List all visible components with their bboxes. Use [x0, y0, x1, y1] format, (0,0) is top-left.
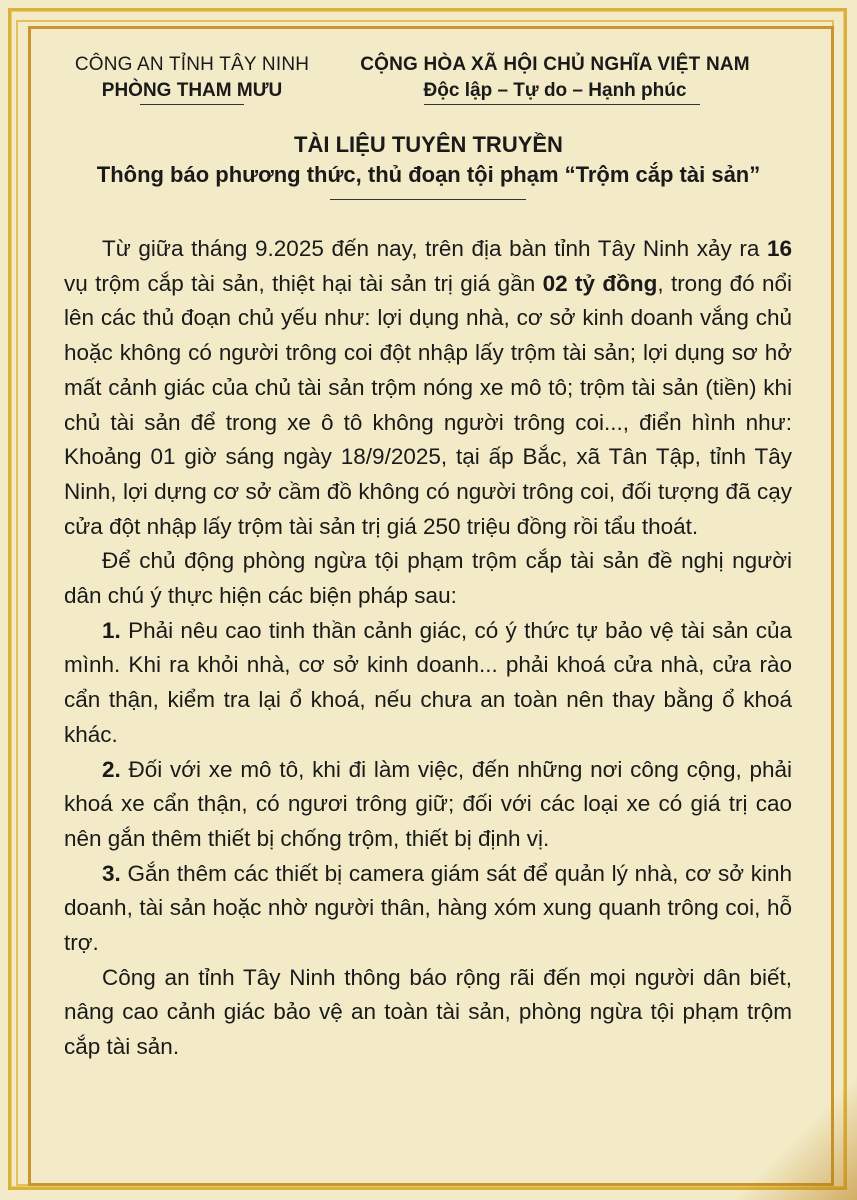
department-name: PHÒNG THAM MƯU: [101, 80, 283, 101]
paragraph-recommendation: Để chủ động phòng ngừa tội phạm trộm cắp tài sản đề nghị người dân chú ý thực hiện các biện pháp sau:: [64, 548, 792, 609]
case-count: 16: [766, 236, 792, 261]
paragraph-closing: Công an tỉnh Tây Ninh thông báo rộng rãi đến mọi người dân biết, nâng cao cảnh giác bảo vệ an toàn tài sản, phòng ngừa tội phạm trộm cắp tài sản.: [64, 964, 792, 1060]
agency-underline: [140, 104, 244, 105]
measure-item: 1. Phải nêu cao tinh thần cảnh giác, có ý thức tự bảo vệ tài sản của mình. Khi ra khỏi nhà, cơ sở kinh doanh... phải khoá cửa nhà, cửa rào cẩn thận, kiểm tra lại ổ khoá, nếu chưa an toàn nên thay bằng ổ khoá khác.: [64, 617, 792, 747]
country-name: CỘNG HÒA XÃ HỘI CHỦ NGHĨA VIỆT NAM: [360, 54, 750, 75]
corner-shade: [717, 1060, 857, 1200]
document-subtitle: Thông báo phương thức, thủ đoạn tội phạm “Trộm cắp tài sản”: [96, 162, 761, 187]
measure-item: 3. Gắn thêm các thiết bị camera giám sát để quản lý nhà, cơ sở kinh doanh, tài sản hoặc nhờ người thân, hàng xóm xung quanh trông coi, hỗ trợ.: [64, 860, 792, 956]
agency-name: CÔNG AN TỈNH TÂY NINH: [74, 54, 310, 75]
document-body: [64, 232, 792, 1065]
document-header: [0, 52, 857, 112]
motto: Độc lập – Tự do – Hạnh phúc: [423, 80, 687, 101]
issuing-agency: [62, 52, 322, 104]
damage-value: 02 tỷ đồng: [542, 270, 658, 296]
subtitle-underline: [330, 199, 526, 200]
document-title: TÀI LIỆU TUYÊN TRUYỀN: [294, 132, 563, 157]
measure-item: 2. Đối với xe mô tô, khi đi làm việc, đến những nơi công cộng, phải khoá xe cẩn thận, có ngươi trông giữ; đối với các loại xe có giá trị cao nên gắn thêm thiết bị chống trộm, thiết bị định vị.: [64, 756, 792, 851]
motto-underline: [424, 104, 700, 105]
paragraph-situation: Từ giữa tháng 9.2025 đến nay, trên địa bàn tỉnh Tây Ninh xảy ra 16 vụ trộm cắp tài sản, thiệt hại tài sản trị giá gần 02 tỷ đồng, trong đó nổi lên các thủ đoạn chủ yếu như: lợi dụng nhà, cơ sở kinh doanh vắng chủ hoặc không có người trông coi đột nhập lấy trộm tài sản; lợi dụng sơ hở mất cảnh giác của chủ tài sản trộm nóng xe mô tô; trộm tài sản (tiền) khi chủ tài sản để trong xe ô tô không người trông coi..., điển hình như: Khoảng 01 giờ sáng ngày 18/9/2025, tại ấp Bắc, xã Tân Tập, tỉnh Tây Ninh, lợi dựng cơ sở cầm đồ không có người trông coi, đối tượng đã cạy cửa đột nhập lấy trộm tài sản trị giá 250 triệu đồng rồi tẩu thoát.: [64, 236, 793, 539]
national-motto: [345, 52, 765, 104]
